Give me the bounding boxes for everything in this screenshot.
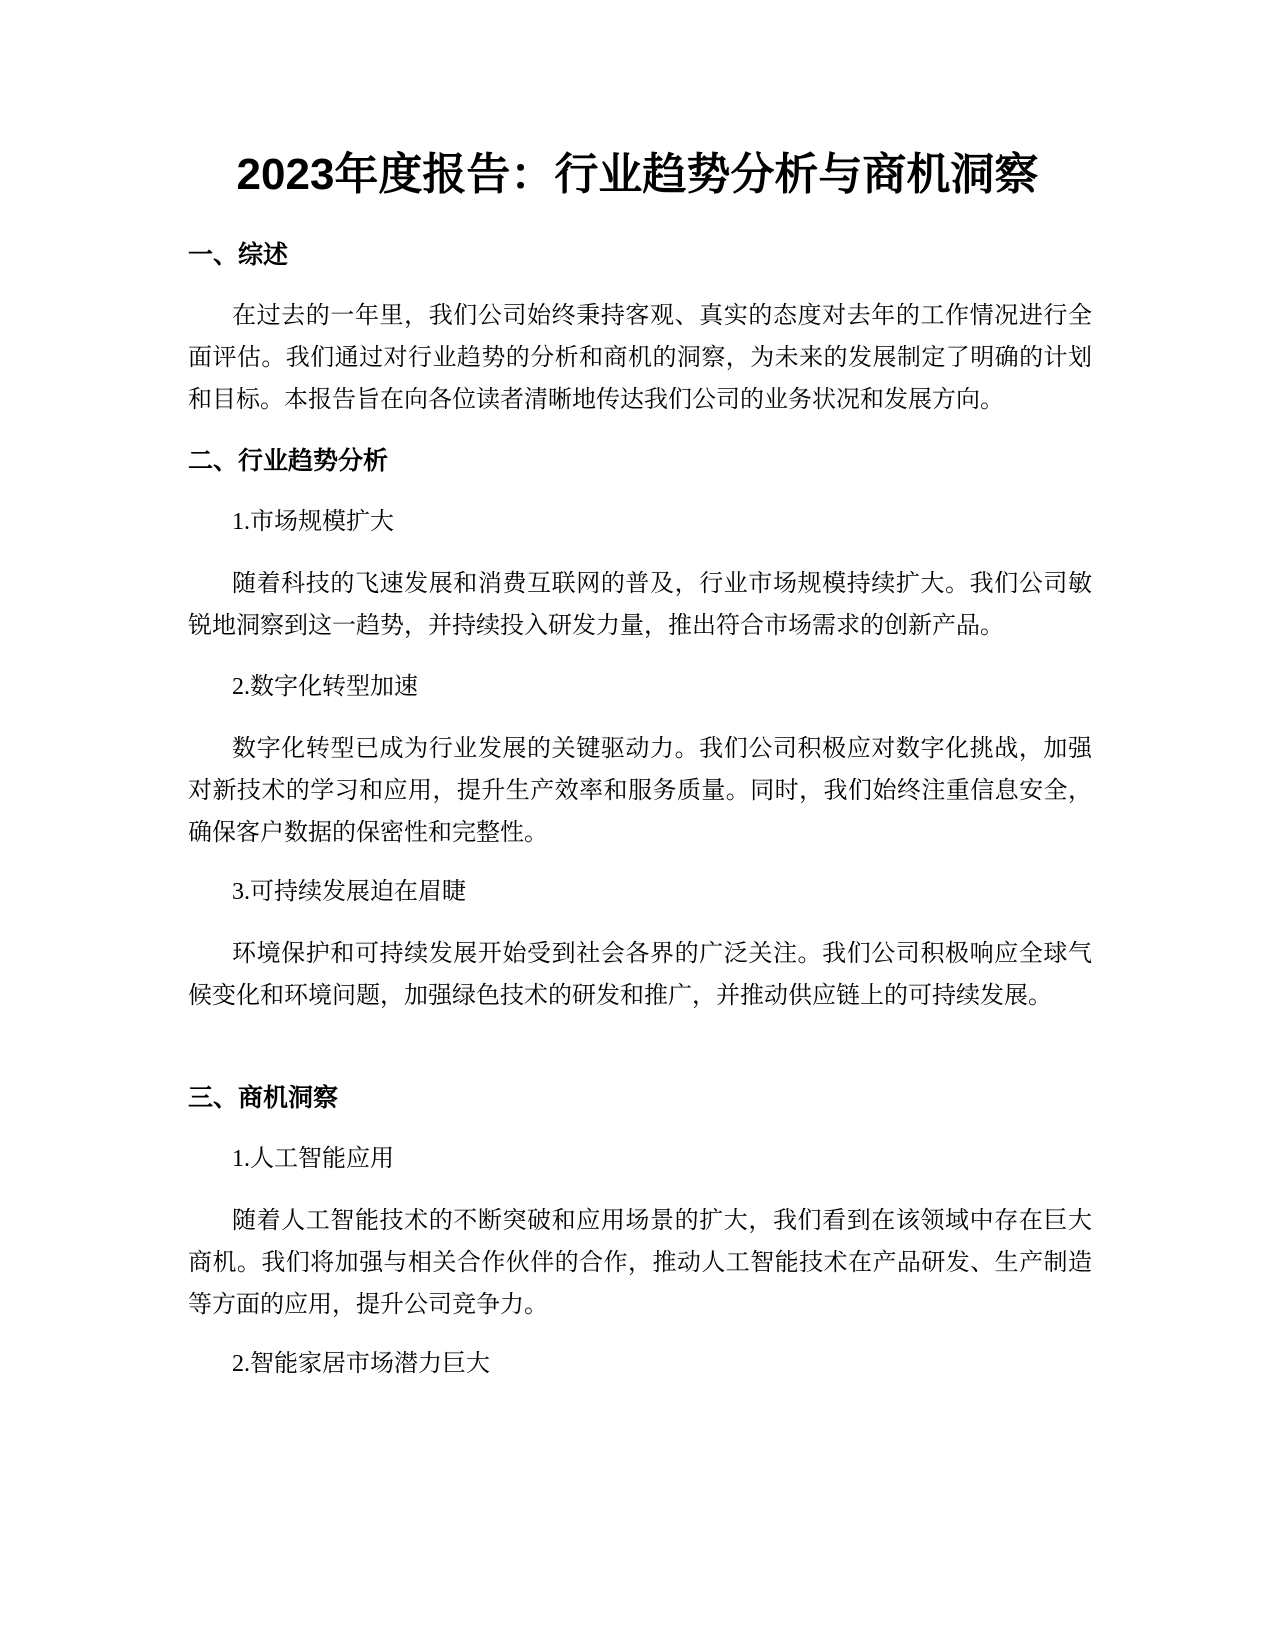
sustainability-paragraph: 环境保护和可持续发展开始受到社会各界的广泛关注。我们公司积极响应全球气候变化和环境问题，加强绿色技术的研发和推广，并推动供应链上的可持续发展。 [188, 941, 1092, 1009]
overview-paragraph: 在过去的一年里，我们公司始终秉持客观、真实的态度对去年的工作情况进行全面评估。我们通过对行业趋势的分析和商机的洞察，为未来的发展制定了明确的计划和目标。本报告旨在向各位读者清晰地传达我们公司的业务状况和发展方向。 [188, 303, 1092, 413]
subheading-market-scale: 1.市场规模扩大 [232, 509, 394, 535]
market-scale-paragraph: 随着科技的飞速发展和消费互联网的普及，行业市场规模持续扩大。我们公司敏锐地洞察到这一趋势，并持续投入研发力量，推出符合市场需求的创新产品。 [188, 571, 1092, 639]
section-heading-industry-trends: 二、行业趋势分析 [188, 447, 389, 475]
digital-transformation-paragraph: 数字化转型已成为行业发展的关键驱动力。我们公司积极应对数字化挑战，加强对新技术的学习和应用，提升生产效率和服务质量。同时，我们始终注重信息安全，确保客户数据的保密性和完整性。 [188, 736, 1092, 846]
ai-applications-paragraph: 随着人工智能技术的不断突破和应用场景的扩大，我们看到在该领域中存在巨大商机。我们将加强与相关合作伙伴的合作，推动人工智能技术在产品研发、生产制造等方面的应用，提升公司竞争力。 [188, 1208, 1092, 1318]
subheading-smart-home: 2.智能家居市场潜力巨大 [232, 1351, 490, 1377]
section-heading-opportunities: 三、商机洞察 [188, 1084, 339, 1112]
subheading-ai-applications: 1.人工智能应用 [232, 1146, 394, 1172]
subheading-sustainability: 3.可持续发展迫在眉睫 [232, 879, 466, 905]
report-title: 2023年度报告：行业趋势分析与商机洞察 [236, 150, 1039, 199]
section-heading-overview: 一、综述 [188, 241, 289, 269]
subheading-digital-transformation: 2.数字化转型加速 [232, 674, 418, 700]
